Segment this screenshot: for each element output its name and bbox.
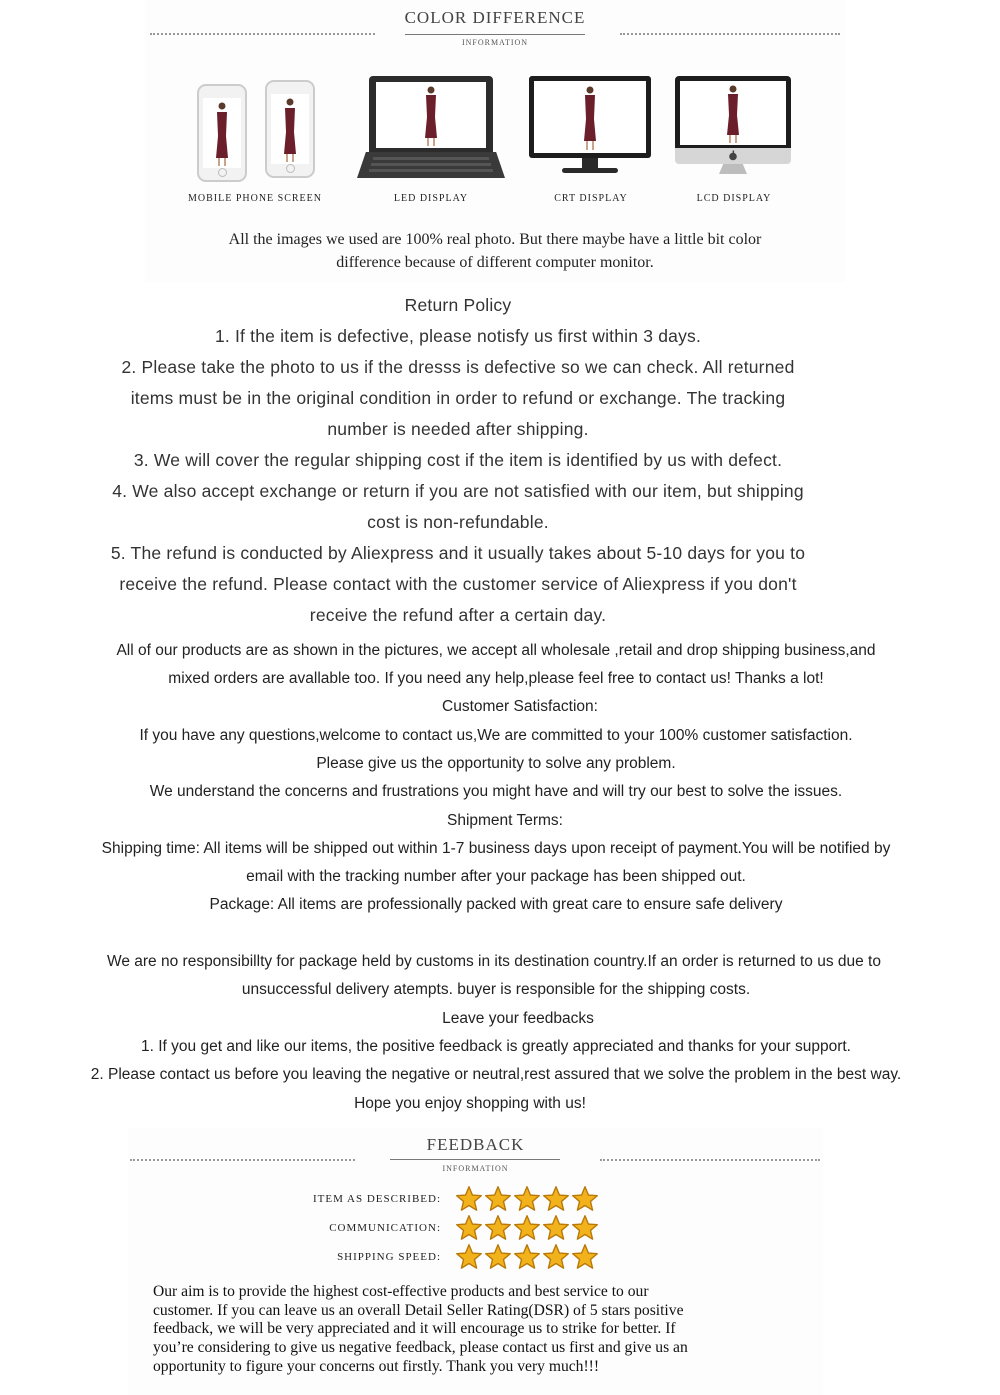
star-icon bbox=[455, 1214, 483, 1242]
policy-line: 5. The refund is conducted by Aliexpress and it usually takes about 5-10 days for you to bbox=[110, 543, 806, 563]
title-underline bbox=[405, 34, 585, 35]
customer-satisfaction-heading: Customer Satisfaction: bbox=[442, 698, 598, 715]
divider-left bbox=[130, 1159, 355, 1161]
policy-line: receive the refund after a certain day. bbox=[309, 605, 607, 625]
star-icon bbox=[542, 1243, 570, 1271]
star-icon bbox=[455, 1243, 483, 1271]
return-policy-heading: Return Policy bbox=[404, 295, 512, 315]
rating-label: ITEM AS DESCRIBED: bbox=[312, 1193, 441, 1205]
color-difference-panel bbox=[145, 0, 845, 282]
paragraph-line: opportunity to figure your concerns out firstly. Thank you very much!!! bbox=[153, 1357, 600, 1375]
policy-line: 4. We also accept exchange or return if you are not satisfied with our item, but shipping bbox=[112, 481, 804, 501]
star-icon bbox=[542, 1214, 570, 1242]
policy-line: receive the refund. Please contact with the customer service of Aliexpress if you don't bbox=[119, 574, 797, 594]
crt-monitor-icon bbox=[529, 76, 653, 184]
star-rating bbox=[455, 1185, 599, 1213]
star-icon bbox=[484, 1243, 512, 1271]
info-line: 2. Please contact us before you leaving the negative or neutral,rest assured that we solve the problem in the best way. bbox=[90, 1066, 902, 1083]
mobile-phone-label: MOBILE PHONE SCREEN bbox=[187, 193, 322, 204]
policy-line: 1. If the item is defective, please notisfy us first within 3 days. bbox=[214, 326, 702, 346]
feedback-subtitle: INFORMATION bbox=[442, 1164, 509, 1173]
info-line: All of our products are as shown in the pictures, we accept all wholesale ,retail and drop shipping business,and bbox=[116, 642, 876, 659]
feedback-title: FEEDBACK bbox=[426, 1135, 525, 1154]
dress-model-figure bbox=[203, 98, 241, 168]
star-icon bbox=[455, 1185, 483, 1213]
dress-model-figure bbox=[271, 94, 309, 164]
star-icon bbox=[484, 1214, 512, 1242]
led-display-label: LED DISPLAY bbox=[393, 193, 469, 204]
policy-line: number is needed after shipping. bbox=[327, 419, 589, 439]
paragraph-line: customer. If you can leave us an overall Detail Seller Rating(DSR) of 5 stars positive bbox=[153, 1301, 684, 1319]
title-underline bbox=[390, 1159, 560, 1160]
rating-label: COMMUNICATION: bbox=[329, 1222, 441, 1234]
paragraph-line: you’re considering to give us negative feedback, please contact us first and give us an bbox=[153, 1339, 688, 1357]
info-line: Please give us the opportunity to solve any problem. bbox=[316, 755, 676, 772]
star-icon bbox=[513, 1185, 541, 1213]
star-rating bbox=[455, 1214, 599, 1242]
policy-line: 3. We will cover the regular shipping cost if the item is identified by us with defect. bbox=[133, 450, 783, 470]
laptop-icon bbox=[357, 76, 505, 181]
policy-line: items must be in the original condition in order to refund or exchange. The tracking bbox=[130, 388, 786, 408]
info-line: unsuccessful delivery atempts. buyer is responsible for the shipping costs. bbox=[241, 981, 751, 998]
info-line: 1. If you get and like our items, the positive feedback is greatly appreciated and thanks for your support. bbox=[141, 1038, 851, 1055]
mobile-phone-icon bbox=[197, 80, 327, 185]
info-line: If you have any questions,welcome to contact us,We are committed to your 100% customer satisfaction. bbox=[139, 727, 853, 744]
divider-right bbox=[620, 33, 840, 35]
info-line: email with the tracking number after your package has been shipped out. bbox=[246, 868, 746, 885]
divider-right bbox=[600, 1159, 820, 1161]
color-difference-title: COLOR DIFFERENCE bbox=[404, 8, 586, 27]
star-icon bbox=[513, 1214, 541, 1242]
crt-display-label: CRT DISPLAY bbox=[554, 193, 628, 204]
star-icon bbox=[571, 1243, 599, 1271]
color-note-line-2: difference because of different computer monitor. bbox=[336, 254, 654, 271]
info-line: Package: All items are professionally packed with great care to ensure safe delivery bbox=[209, 896, 783, 913]
info-line: mixed orders are avallable too. If you need any help,please feel free to contact us! Thanks a lot! bbox=[168, 670, 824, 687]
leave-feedbacks-heading: Leave your feedbacks bbox=[442, 1010, 594, 1027]
rating-label: SHIPPING SPEED: bbox=[337, 1251, 441, 1263]
color-note-line-1: All the images we used are 100% real photo. But there maybe have a little bit color bbox=[228, 231, 762, 248]
dress-model-figure bbox=[680, 81, 786, 145]
policy-line: cost is non-refundable. bbox=[367, 512, 549, 532]
dress-model-figure bbox=[376, 82, 486, 148]
policy-line: 2. Please take the photo to us if the dresss is defective so we can check. All returned bbox=[121, 357, 795, 377]
paragraph-line: feedback, we will be very appreciated and it will encourage us to strike for better. If bbox=[153, 1320, 676, 1338]
star-icon bbox=[571, 1185, 599, 1213]
dress-model-figure bbox=[534, 81, 646, 153]
apple-logo-icon bbox=[728, 150, 738, 161]
color-difference-subtitle: INFORMATION bbox=[461, 38, 529, 47]
info-line: Shipping time: All items will be shipped out within 1-7 business days upon receipt of payment.You will be notified by bbox=[101, 840, 891, 857]
star-icon bbox=[513, 1243, 541, 1271]
star-rating bbox=[455, 1243, 599, 1271]
shipment-terms-heading: Shipment Terms: bbox=[446, 812, 563, 829]
feedback-paragraph bbox=[153, 1283, 813, 1377]
star-icon bbox=[571, 1214, 599, 1242]
paragraph-line: Our aim is to provide the highest cost-effective products and best service to our bbox=[153, 1283, 649, 1300]
info-line: We understand the concerns and frustrations you might have and will try our best to solve the issues. bbox=[149, 783, 843, 800]
lcd-monitor-icon bbox=[675, 76, 793, 184]
info-line: We are no responsibillty for package held by customs in its destination country.If an order is returned to us due to bbox=[107, 953, 881, 970]
closing-line: Hope you enjoy shopping with us! bbox=[354, 1095, 586, 1112]
lcd-display-label: LCD DISPLAY bbox=[696, 193, 772, 204]
feedback-panel bbox=[128, 1128, 823, 1395]
divider-left bbox=[150, 33, 375, 35]
star-icon bbox=[542, 1185, 570, 1213]
star-icon bbox=[484, 1185, 512, 1213]
